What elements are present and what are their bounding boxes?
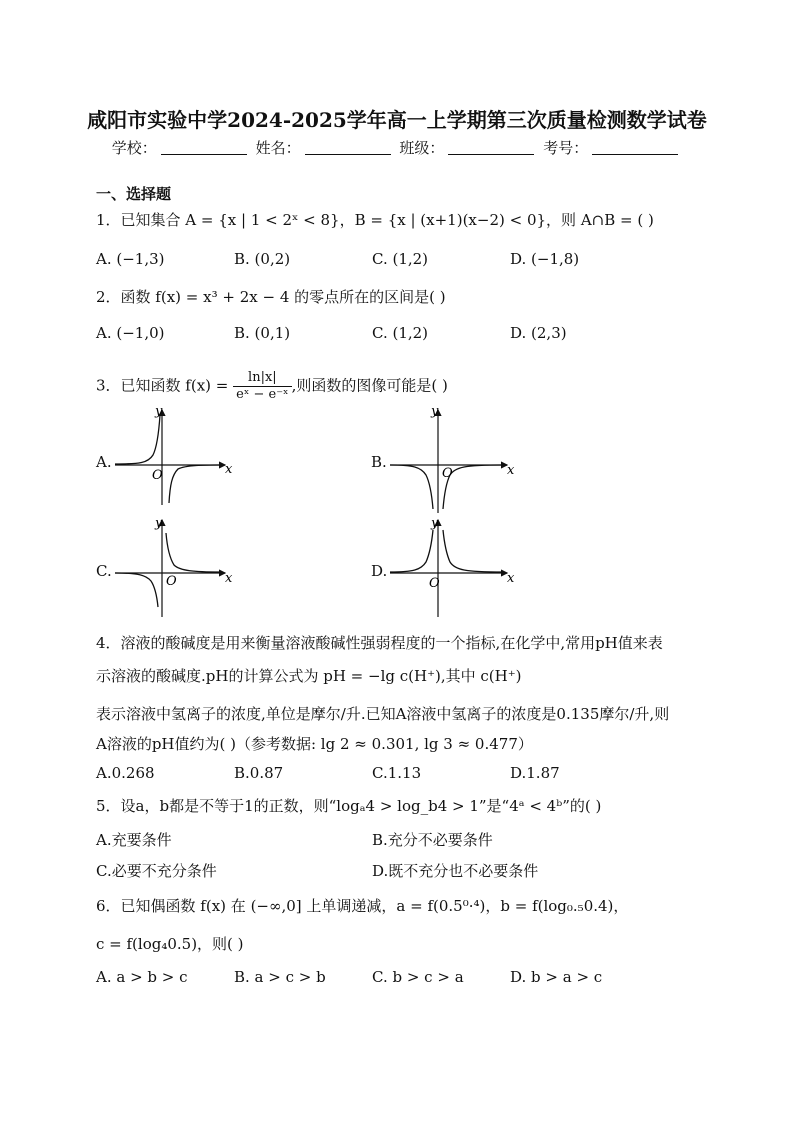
origin-label: O [429,576,440,591]
q3-option-a-label[interactable]: A. [96,453,112,471]
question-4-line-3: 表示溶液中氢离子的浓度,单位是摩尔/升.已知A溶液中氢离子的浓度是0.135摩尔/升,则 [96,705,670,723]
curve-left [390,465,433,509]
q3-suffix: ,则函数的图像可能是( ) [291,376,448,395]
name-label: 姓名： [255,139,301,157]
q2-option-d[interactable]: D. (2,3) [510,324,567,342]
q6-option-d[interactable]: D. b > a > c [510,968,603,986]
q2-option-b[interactable]: B. (0,1) [234,324,291,342]
class-blank[interactable] [448,154,534,155]
q5-option-a[interactable]: A.充要条件 [96,831,172,849]
origin-label: O [442,466,453,481]
graph-d[interactable] [385,515,515,620]
name-blank[interactable] [305,154,391,155]
q5-option-d[interactable]: D.既不充分也不必要条件 [372,862,539,880]
y-label: y [155,516,163,531]
y-label: y [155,404,163,419]
school-blank[interactable] [161,154,247,155]
y-label: y [431,404,439,419]
question-2-text: 2．函数 f(x) = x³ + 2x − 4 的零点所在的区间是( ) [96,288,446,306]
q3-prefix: 3．已知函数 f(x) = [96,376,234,395]
q1-option-d[interactable]: D. (−1,8) [510,250,580,268]
q6-option-a[interactable]: A. a > b > c [96,968,188,986]
q4-option-b[interactable]: B.0.87 [234,764,284,782]
question-6-line-1: 6．已知偶函数 f(x) 在 (−∞,0] 上单调递减，a = f(0.5⁰·⁴)，b = f(log₀.₅0.4)， [96,897,629,915]
origin-label: O [166,574,177,589]
y-label: y [431,516,439,531]
q2-option-a[interactable]: A. (−1,0) [96,324,165,342]
q3-option-c-label[interactable]: C. [96,562,112,580]
q5-option-c[interactable]: C.必要不充分条件 [96,862,217,880]
q2-option-c[interactable]: C. (1,2) [372,324,429,342]
curve-left [390,530,433,572]
question-3-text [96,370,448,403]
q1-option-b[interactable]: B. (0,2) [234,250,291,268]
q3-fraction [233,370,291,403]
q4-option-a[interactable]: A.0.268 [96,764,155,782]
q3-option-d-label[interactable]: D. [371,562,388,580]
curve-left [115,573,158,607]
page-title: 咸阳市实验中学2024-2025学年高一上学期第三次质量检测数学试卷 [87,108,707,132]
q6-option-c[interactable]: C. b > c > a [372,968,464,986]
q1-option-c[interactable]: C. (1,2) [372,250,429,268]
class-label: 班级： [399,139,445,157]
x-label: x [507,571,515,586]
fraction-denominator: eˣ − e⁻ˣ [236,387,289,402]
q1-option-a[interactable]: A. (−1,3) [96,250,165,268]
question-6-line-2: c = f(log₄0.5)，则( ) [96,935,244,953]
question-4-line-2: 示溶液的酸碱度.pH的计算公式为 pH = −lg c(H⁺),其中 c(H⁺) [96,667,522,685]
x-label: x [225,571,233,586]
curve-right [166,533,220,572]
x-label: x [507,463,515,478]
graph-a[interactable] [110,405,235,505]
curve-left [115,415,160,464]
q3-option-b-label[interactable]: B. [371,453,387,471]
number-label: 考号： [543,139,589,157]
number-blank[interactable] [592,154,678,155]
q5-option-b[interactable]: B.充分不必要条件 [372,831,493,849]
origin-label: O [152,468,163,483]
fraction-numerator: ln|x| [233,370,291,387]
question-4-line-1: 4．溶液的酸碱度是用来衡量溶液酸碱性强弱程度的一个指标,在化学中,常用pH值来表 [96,634,663,652]
graph-c[interactable] [110,515,235,620]
graph-b[interactable] [385,405,515,515]
x-label: x [225,462,233,477]
curve-right [169,465,220,503]
question-5-text: 5．设a，b都是不等于1的正数，则“logₐ4 > log_b4 > 1”是“4ᵃ < 4ᵇ”的( ) [96,797,602,815]
question-4-line-4: A溶液的pH值约为( )（参考数据: lg 2 ≈ 0.301, lg 3 ≈ 0.477） [96,735,533,753]
question-1-text: 1．已知集合 A = {x | 1 < 2ˣ < 8}，B = {x | (x+1)(x−2) < 0}，则 A∩B = ( ) [96,211,654,229]
curve-right [443,530,503,572]
section-heading: 一、选择题 [96,185,172,203]
q4-option-d[interactable]: D.1.87 [510,764,560,782]
q4-option-c[interactable]: C.1.13 [372,764,422,782]
q6-option-b[interactable]: B. a > c > b [234,968,326,986]
school-label: 学校： [111,139,157,157]
student-info-line [0,137,794,158]
